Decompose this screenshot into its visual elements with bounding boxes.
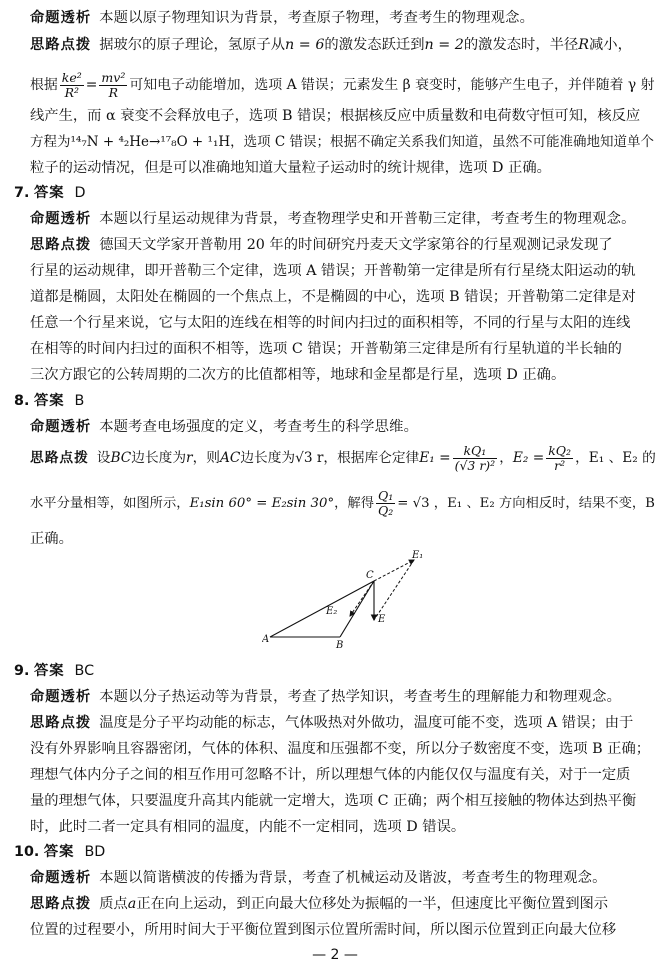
vector-e2 (350, 581, 374, 616)
q10-hint-line-1: 思路点拨 质点a正在向上运动，到正向最大位移处为振幅的一半，但速度比平衡位置到图示 (30, 896, 609, 912)
q7-analysis-line: 命题透析 本题以行星运动规律为背景，考查物理学史和开普勒三定律，考查考生的物理观念。 (30, 211, 636, 227)
q7-hint-line-2: 行星的运动规律，即开普勒三个定律，选项 A 错误；开普勒第一定律是所有行星绕太阳运动的轨 (30, 263, 636, 279)
q8-hint-line-1: 思路点拨 设BC边长度为r，则AC边长度为√3 r，根据库仑定律E₁ = $\frac{\text{kQ₁}}{\text{(√3 r)²}}$ ，E₂ = $\frac{\text{kQ₂}}{\text{r²}}$ ，E₁ 、E₂ 的 (30, 443, 656, 473)
q9-hint-line-4: 量的理想气体，只要温度升高其内能就一定增大，选项 C 正确；两个相互接触的物体达到热平衡 (30, 793, 637, 809)
centripetal-fraction: $\frac{\text{mv²}}{R}$ (101, 69, 126, 100)
q10-hint-line-2: 位置的过程要小，所用时间大于平衡位置到图示位置所需时间，所以图示位置到正向最大位移 (30, 922, 617, 938)
vector-e1 (374, 560, 414, 581)
q7-hint-line-5: 在相等的时间内扫过的面积不相等，选项 C 错误；开普勒第三定律是所有行星轨道的半长轴的 (30, 341, 622, 357)
q9-hint-line-1: 思路点拨 温度是分子平均动能的标志，气体吸热对外做功，温度可能不变，选项 A 错误；由于 (30, 715, 634, 731)
dashed-closure (374, 560, 414, 620)
nuclear-equation: ¹⁴₇N + ⁴₂He→¹⁷₈O + ¹₁H (70, 134, 231, 150)
q6-hint-line-4: 方程为¹⁴₇N + ⁴₂He→¹⁷₈O + ¹₁H，选项 C 错误；根据不确定关系我们知道，虽然不可能准确地知道单个 (30, 134, 655, 150)
label-c: C (366, 570, 374, 581)
q6-hint-line-2: 根据 $\frac{\text{ke²}}{\text{R²}}$ = $\frac{\text{mv²}}{R}$ 可知电子动能增加，选项 A 错误；元素发生 β 衰变时，能够产生电子，并伴随着 γ 射 (30, 69, 655, 100)
q9-hint-line-5: 时，此时二者一定具有相同的温度，内能不一定相同，选项 D 错误。 (30, 819, 466, 835)
q9-hint-line-2: 没有外界影响且容器密闭，气体的体积、温度和压强都不变，所以分子数密度不变，选项 B 正确； (30, 741, 651, 757)
analysis-label: 命题透析 (30, 10, 92, 26)
analysis-text: 本题以原子物理知识为背景，考查原子物理，考查考生的物理观念。 (99, 10, 535, 26)
q6-analysis-line (30, 9, 534, 27)
q7-hint-line-1: 思路点拨 德国天文学家开普勒用 20 年的时间研究丹麦天文学家第谷的行星观测记录发现了 (30, 237, 613, 253)
q8-hint-line-2: 水平分量相等，如图所示，E₁sin 60° = E₂sin 30°，解得 $\frac{\text{Q₁}}{\text{Q₂}}$ = √3 ，E₁ 、E₂ 方向相反时，结果不变，B (30, 488, 655, 518)
q6-hint-line-1: 思路点拨 据玻尔的原子理论，氢原子从n = 6的激发态跃迁到n = 2的激发态时，半径R减小， (30, 37, 632, 53)
label-e: E (378, 614, 386, 625)
field-e2-fraction: $\frac{\text{kQ₂}}{\text{r²}}$ (548, 443, 572, 473)
q7-hint-line-3: 道都是椭圆，太阳处在椭圆的一个焦点上，不是椭圆的中心，选项 B 错误；开普勒第二定律是对 (30, 289, 636, 305)
q8-hint-line-3: 正确。 (30, 531, 73, 547)
q8-answer-heading: 8. 答案 B (14, 393, 85, 409)
q10-analysis-line: 命题透析 本题以简谐横波的传播为背景，考查了机械运动及谐波，考查考生的物理观念。 (30, 870, 607, 886)
field-e1-fraction: $\frac{\text{kQ₁}}{\text{(√3 r)²}}$ (454, 443, 496, 473)
label-e1: E₁ (412, 550, 424, 561)
q8-analysis-line: 命题透析 本题考查电场强度的定义，考查考生的科学思维。 (30, 419, 419, 435)
q6-hint-line-3: 线产生，而 α 衰变不会释放电子，选项 B 错误；根据核反应中质量数和电荷数守恒可知，核反应 (30, 108, 641, 124)
label-b: B (336, 640, 344, 650)
q9-hint-line-3: 理想气体内分子之间的相互作用可忽略不计，所以理想气体的内能仅仅与温度有关，对于一定质 (30, 767, 631, 783)
q7-answer-heading: 7. 答案 D (14, 185, 86, 201)
coulomb-fraction: $\frac{\text{ke²}}{\text{R²}}$ (61, 69, 82, 100)
q7-hint-line-6: 三次方跟它的公转周期的二次方的比值都相等，地球和金星都是行星，选项 D 正确。 (30, 367, 566, 383)
side-ac (270, 581, 374, 637)
label-e2: E₂ (326, 606, 338, 617)
q9-analysis-line: 命题透析 本题以分子热运动等为背景，考查了热学知识，考查考生的理解能力和物理观念。 (30, 689, 622, 705)
q10-answer-heading: 10. 答案 BD (14, 844, 106, 860)
q9-answer-heading: 9. 答案 BC (14, 663, 95, 679)
q7-hint-line-4: 任意一个行星来说，它与太阳的连线在相等的时间内扫过的面积相等，不同的行星与太阳的连线 (30, 315, 631, 331)
q6-hint-line-5: 粒子的运动情况，但是可以准确地知道大量粒子运动时的统计规律，选项 D 正确。 (30, 160, 551, 176)
electric-field-diagram (262, 550, 432, 650)
side-bc (340, 581, 374, 637)
label-a: A (262, 634, 270, 645)
hint-label: 思路点拨 (30, 37, 92, 53)
page-number: — 2 — (312, 947, 358, 963)
charge-ratio-fraction: $\frac{\text{Q₁}}{\text{Q₂}}$ (378, 488, 394, 518)
